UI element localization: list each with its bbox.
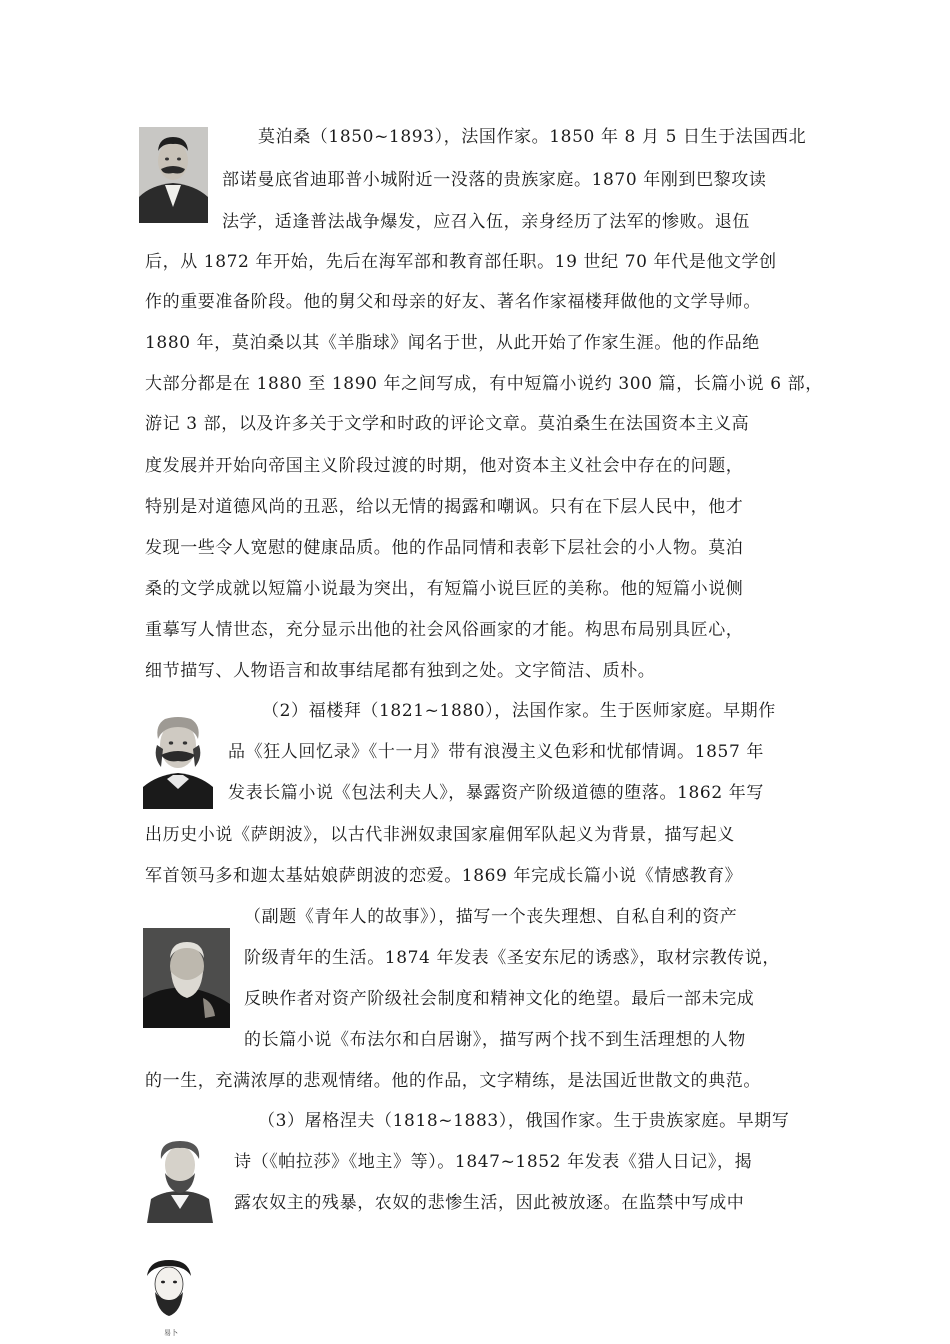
text-line: 部诺曼底省迪耶普小城附近一没落的贵族家庭。1870 年刚到巴黎攻读 [222,170,767,190]
portrait-caption: 易卜 [164,1329,178,1337]
text-line: 发现一些令人宽慰的健康品质。他的作品同情和表彰下层社会的小人物。莫泊 [145,538,744,558]
portrait-sketch [141,1256,197,1326]
text-line: 诗（《帕拉莎》《地主》等）。1847~1852 年发表《猎人日记》，揭 [234,1152,753,1172]
text-line: 1880 年，莫泊桑以其《羊脂球》闻名于世，从此开始了作家生涯。他的作品绝 [145,333,760,353]
text-line: 出历史小说《萨朗波》，以古代非洲奴隶国家雇佣军队起义为背景，描写起义 [145,825,735,845]
portrait-turgenev [143,928,230,1028]
text-line: 后，从 1872 年开始，先后在海军部和教育部任职。19 世纪 70 年代是他文学创 [145,252,777,272]
text-line: 重摹写人情世态，充分显示出他的社会风俗画家的才能。构思布局别具匠心， [145,620,744,640]
text-line: 阶级青年的生活。1874 年发表《圣安东尼的诱惑》，取材宗教传说， [244,948,780,968]
portrait-flaubert [143,705,213,809]
text-line: 反映作者对资产阶级社会制度和精神文化的绝望。最后一部未完成 [244,989,755,1009]
portrait-flaubert-icon [143,705,213,809]
text-line: 细节描写、人物语言和故事结尾都有独到之处。文字简洁、质朴。 [145,661,656,681]
portrait-sketch-icon [141,1256,197,1326]
text-line: （2）福楼拜（1821~1880），法国作家。生于医师家庭。早期作 [262,701,776,721]
text-line: 的一生，充满浓厚的悲观情绪。他的作品，文字精练，是法国近世散文的典范。 [145,1071,761,1091]
text-line: 桑的文学成就以短篇小说最为突出，有短篇小说巨匠的美称。他的短篇小说侧 [145,579,744,599]
text-line: 露农奴主的残暴，农奴的悲惨生活，因此被放逐。在监禁中写成中 [234,1193,745,1213]
portrait-maupassant [139,127,208,223]
text-line: 大部分都是在 1880 至 1890 年之间写成，有中短篇小说约 300 篇，长篇小说 6 部， [145,374,823,394]
portrait-maupassant-icon [139,127,208,223]
text-line: 发表长篇小说《包法利夫人》，暴露资产阶级道德的堕落。1862 年写 [228,783,764,803]
text-line: 莫泊桑（1850~1893），法国作家。1850 年 8 月 5 日生于法国西北 [258,127,807,147]
text-line: 军首领马多和迦太基姑娘萨朗波的恋爱。1869 年完成长篇小说《情感教育》 [145,866,743,886]
text-line: 品《狂人回忆录》《十一月》带有浪漫主义色彩和忧郁情调。1857 年 [228,742,764,762]
text-line: （3）屠格涅夫（1818~1883），俄国作家。生于贵族家庭。早期写 [258,1111,790,1131]
text-line: 法学，适逢普法战争爆发，应召入伍，亲身经历了法军的惨败。退伍 [222,212,750,232]
text-line: 度发展并开始向帝国主义阶段过渡的时期，他对资本主义社会中存在的问题， [145,456,744,476]
text-line: 的长篇小说《布法尔和白居谢》，描写两个找不到生活理想的人物 [244,1030,746,1050]
portrait-ibsen [141,1133,219,1223]
text-line: 作的重要准备阶段。他的舅父和母亲的好友、著名作家福楼拜做他的文学导师。 [145,292,761,312]
text-line: 特别是对道德风尚的丑恶，给以无情的揭露和嘲讽。只有在下层人民中，他才 [145,497,744,517]
text-line: 游记 3 部，以及许多关于文学和时政的评论文章。莫泊桑生在法国资本主义高 [145,414,750,434]
text-line: （副题《青年人的故事》），描写一个丧失理想、自私自利的资产 [244,907,738,927]
portrait-turgenev-icon [143,928,230,1028]
portrait-ibsen-icon [141,1133,219,1223]
